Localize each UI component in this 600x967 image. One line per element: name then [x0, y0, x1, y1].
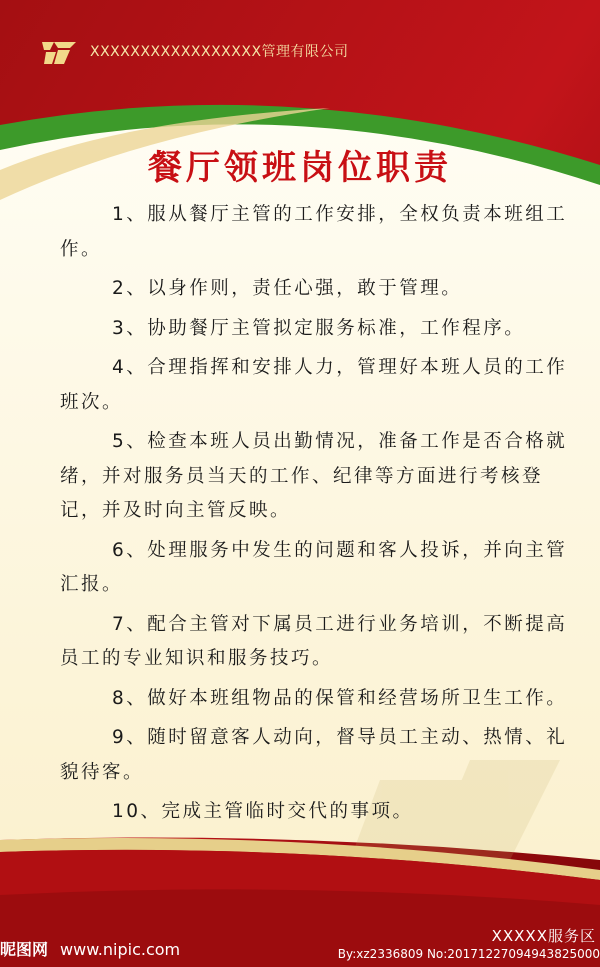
company-logo-icon — [40, 38, 78, 66]
nipic-watermark — [0, 937, 180, 960]
image-id: By:xz2336809 No:20171227094943825000 — [337, 947, 600, 961]
watermark-brand: 昵图网 — [0, 940, 49, 959]
duty-item: 3、协助餐厅主管拟定服务标准，工作程序。 — [112, 317, 526, 339]
duty-item: 10、完成主管临时交代的事项。 — [112, 801, 414, 822]
company-name: XXXXXXXXXXXXXXXXX管理有限公司 — [90, 44, 349, 60]
duty-item: 7、配合主管对下属员工进行业务培训，不断提高员工的专业知识和服务技巧。 — [60, 613, 568, 669]
duty-item: 1、服从餐厅主管的工作安排，全权负责本班组工作。 — [60, 204, 568, 260]
watermark-url: www.nipic.com — [60, 940, 181, 959]
duty-item: 6、处理服务中发生的问题和客人投诉，并向主管汇报。 — [60, 539, 568, 595]
duty-item: 5、检查本班人员出勤情况，准备工作是否合格就绪，并对服务员当天的工作、纪律等方面进行考核登记，并及时向主管反映。 — [60, 431, 568, 521]
duty-list — [60, 198, 580, 835]
duty-item: 4、合理指挥和安排人力，管理好本班人员的工作班次。 — [60, 357, 568, 413]
duty-item: 2、以身作则，责任心强，敢于管理。 — [112, 278, 463, 299]
service-area-label: XXXXX服务区 — [491, 927, 596, 945]
page-title: 餐厅领班岗位职责 — [148, 148, 452, 188]
duty-item: 9、随时留意客人动向，督导员工主动、热情、礼貌待客。 — [60, 727, 568, 783]
duty-item: 8、做好本班组物品的保管和经营场所卫生工作。 — [112, 687, 568, 709]
